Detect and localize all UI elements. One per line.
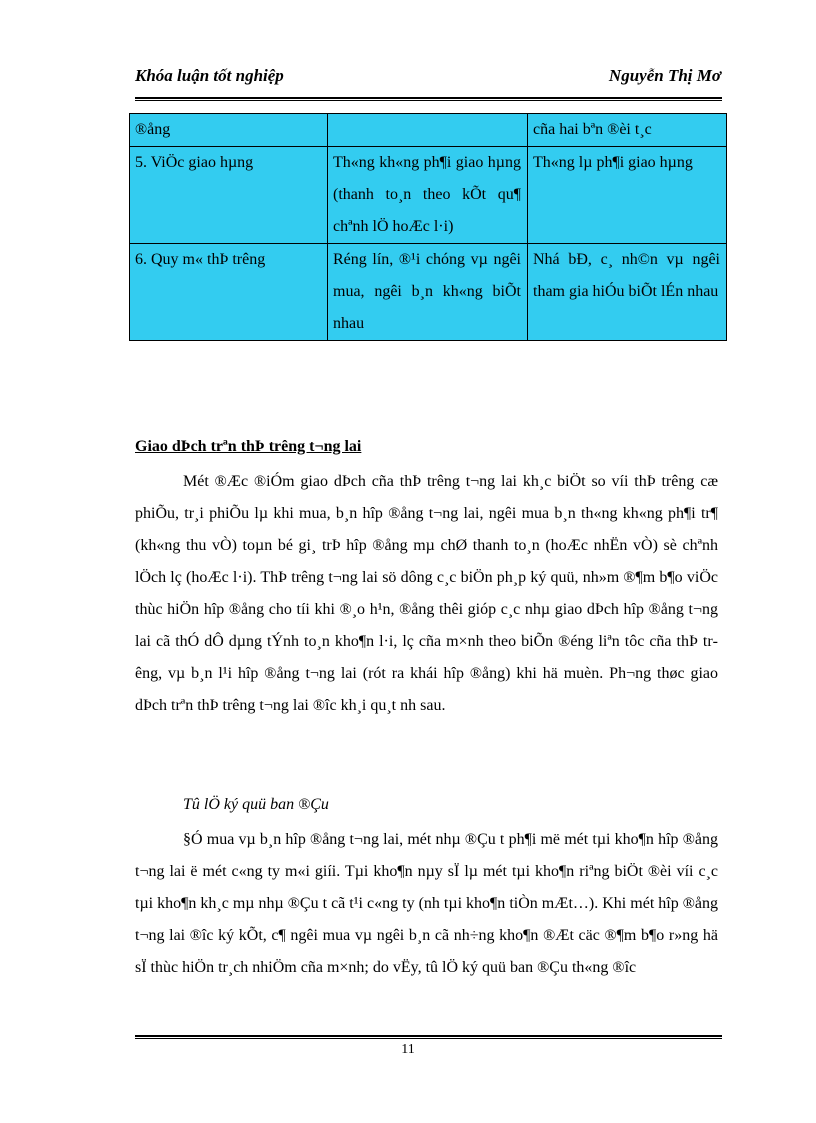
table-cell: 6. Quy m« thÞ trêng — [130, 244, 328, 341]
body-paragraph: Mét ®Æc ®iÓm giao dÞch cña thÞ trêng t¬ng lai kh¸c biÖt so víi thÞ trêng cæ phiÕu, tr¸i phiÕu lµ khi mua, b¸n hîp ®ång t¬ng lai, ngêi mua b¸n th«ng kh«ng ph¶i tr¶ (kh«ng thu vÒ) toµn bé gi¸ trÞ hîp ®ång mµ chØ thanh to¸n (hoÆc nhËn vÒ) sè chªnh lÖch lç (hoÆc l·i). ThÞ trêng t¬ng lai sö dông c¸c biÖn ph¸p ký quü, nh»m ®¶m b¶o viÖc thùc hiÖn hîp ®ång cho tíi khi ®¸o h¹n, ®ång thêi gióp c¸c nhµ giao dÞch hîp ®ång t¬ng lai cã thÓ dÔ dµng tÝnh to¸n kho¶n l·i, lç cña m×nh theo biÕn ®éng liªn tôc cña thÞ trêng, vµ b¸n l¹i hîp ®ång t¬ng lai (rót ra khái hîp ®ång) khi hä muèn. Ph¬ng thøc giao dÞch trªn thÞ trêng t¬ng lai ®îc kh¸i qu¸t nh sau. — [135, 473, 718, 714]
subheading: Tû lÖ ký quü ban ®Çu — [183, 796, 329, 813]
body-paragraph: §Ó mua vµ b¸n hîp ®ång t¬ng lai, mét nhµ ®Çu t ph¶i më mét tµi kho¶n hîp ®ång t¬ng lai ë mét c«ng ty m«i giíi. Tµi kho¶n nµy sÏ lµ mét tµi kho¶n riªng biÖt ®èi víi c¸c tµi kho¶n kh¸c mµ nhµ ®Çu t cã t¹i c«ng ty (nh tµi kho¶n tiÒn mÆt…). Khi mét hîp ®ång t¬ng lai ®îc ký kÕt, c¶ ngêi mua vµ ngêi b¸n cã nh÷ng kho¶n ®Æt cäc ®¶m b¶o r»ng hä sÏ thùc hiÖn tr¸ch nhiÖm cña m×nh; do vËy, tû lÖ ký quü ban ®Çu th«ng ®îc — [135, 831, 718, 976]
table-row — [130, 244, 727, 341]
table-row — [130, 114, 727, 147]
table-cell: Réng lín, ®¹i chóng vµ ngêi mua, ngêi b¸n kh«ng biÕt nhau — [328, 244, 528, 341]
table-cell: Nhá bÐ, c¸ nh©n vµ ngêi tham gia hiÓu biÕt lÉn nhau — [528, 244, 727, 341]
table-row — [130, 147, 727, 244]
table-cell: Th«ng lµ ph¶i giao hµng — [528, 147, 727, 244]
header-thesis-label: Khóa luận tốt nghiệp — [135, 66, 284, 85]
table-cell: 5. ViÖc giao hµng — [130, 147, 328, 244]
section-title: Giao dÞch trªn thÞ trêng t¬ng lai — [135, 438, 362, 455]
table-cell — [328, 114, 528, 147]
page-header — [135, 66, 721, 90]
table-cell: ®ång — [130, 114, 328, 147]
header-author-name: Nguyễn Thị Mơ — [608, 66, 721, 85]
header-divider — [135, 97, 722, 101]
page-number: 11 — [401, 1042, 415, 1057]
table-cell: cña hai bªn ®èi t¸c — [528, 114, 727, 147]
table-cell: Th«ng kh«ng ph¶i giao hµng (thanh to¸n theo kÕt qu¶ chªnh lÖ hoÆc l·i) — [328, 147, 528, 244]
comparison-table — [129, 113, 727, 341]
footer-divider — [135, 1035, 722, 1039]
